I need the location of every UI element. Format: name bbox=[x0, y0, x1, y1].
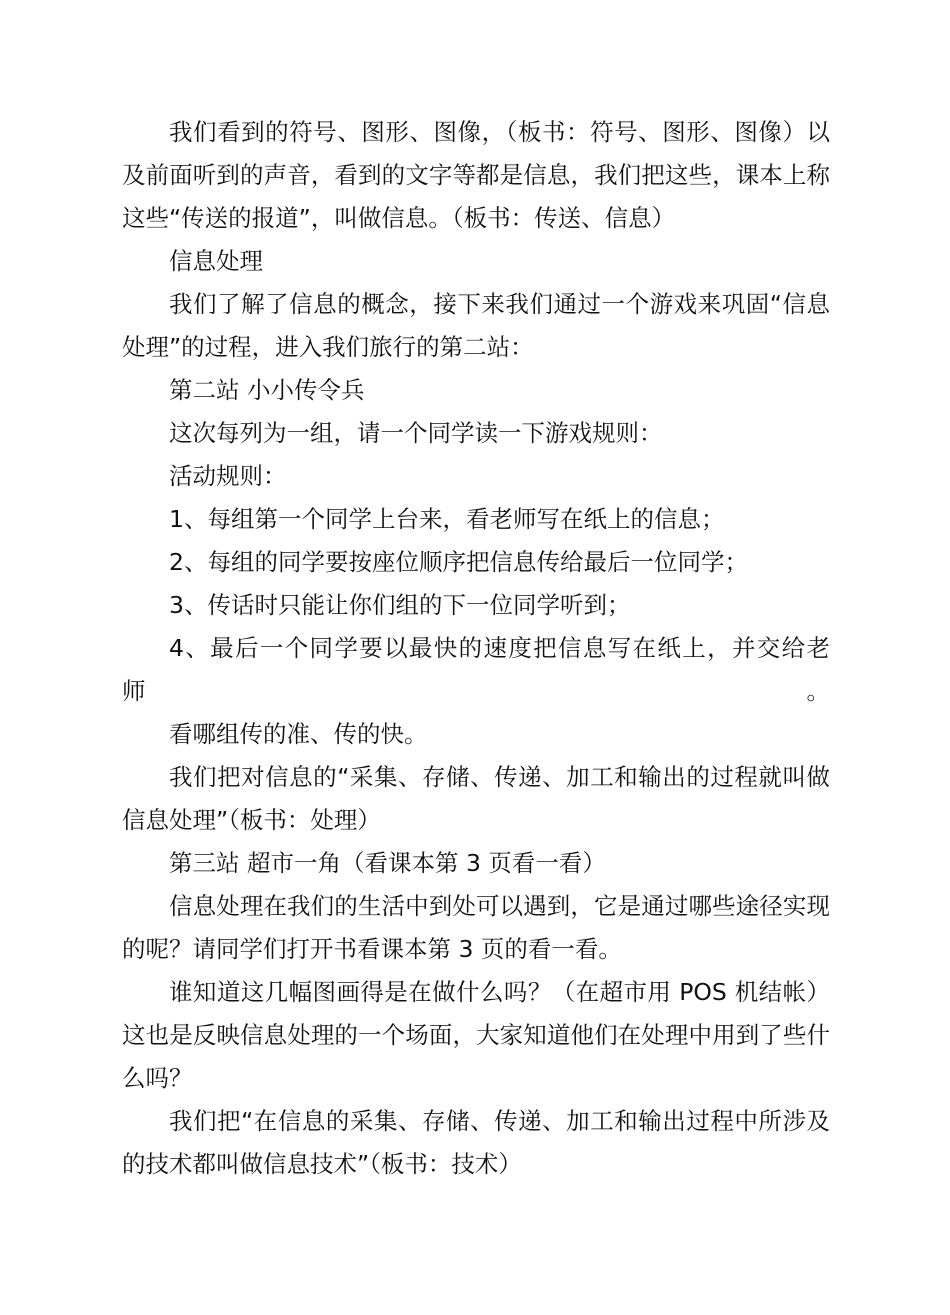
rule-item-2: 2、每组的同学要按座位顺序把信息传给最后一位同学； bbox=[169, 548, 748, 576]
document-body bbox=[122, 111, 830, 1186]
paragraph-pos-question: 谁知道这几幅图画得是在做什么吗？（在超市用 POS 机结帐）这也是反映信息处理的一个场面，大家知道他们在处理中用到了些什么吗？ bbox=[122, 978, 830, 1092]
rule-item-1: 1、每组第一个同学上台来，看老师写在纸上的信息； bbox=[169, 505, 725, 533]
paragraph-processing-in-life: 信息处理在我们的生活中到处可以遇到，它是通过哪些途径实现的呢？请同学们打开书看课本第 3 页的看一看。 bbox=[122, 892, 830, 963]
heading-information-processing: 信息处理 bbox=[169, 247, 263, 275]
heading-station-two: 第二站 小小传令兵 bbox=[169, 376, 365, 404]
rule-item-3: 3、传话时只能让你们组的下一位同学听到； bbox=[169, 591, 631, 619]
paragraph-processing-definition: 我们把对信息的“采集、存储、传递、加工和输出的过程就叫做信息处理”（板书：处理） bbox=[122, 763, 830, 834]
paragraph-accuracy-speed: 看哪组传的准、传的快。 bbox=[169, 720, 428, 748]
rule-item-4: 4、最后一个同学要以最快的速度把信息写在纸上，并交给老师。 bbox=[122, 634, 830, 705]
paragraph-group-instruction: 这次每列为一组，请一个同学读一下游戏规则： bbox=[169, 419, 663, 447]
heading-station-three: 第三站 超市一角（看课本第 3 页看一看） bbox=[169, 849, 606, 877]
paragraph-technology-definition: 我们把“在信息的采集、存储、传递、加工和输出过程中所涉及的技术都叫做信息技术”（板书：技术） bbox=[122, 1107, 830, 1178]
paragraph-information-definition: 我们看到的符号、图形、图像，（板书：符号、图形、图像）以及前面听到的声音，看到的文字等都是信息，我们把这些，课本上称这些“传送的报道”，叫做信息。（板书：传送、信息） bbox=[122, 118, 830, 232]
heading-activity-rules: 活动规则： bbox=[169, 462, 287, 490]
paragraph-game-intro: 我们了解了信息的概念，接下来我们通过一个游戏来巩固“信息处理”的过程，进入我们旅行的第二站： bbox=[122, 290, 830, 361]
